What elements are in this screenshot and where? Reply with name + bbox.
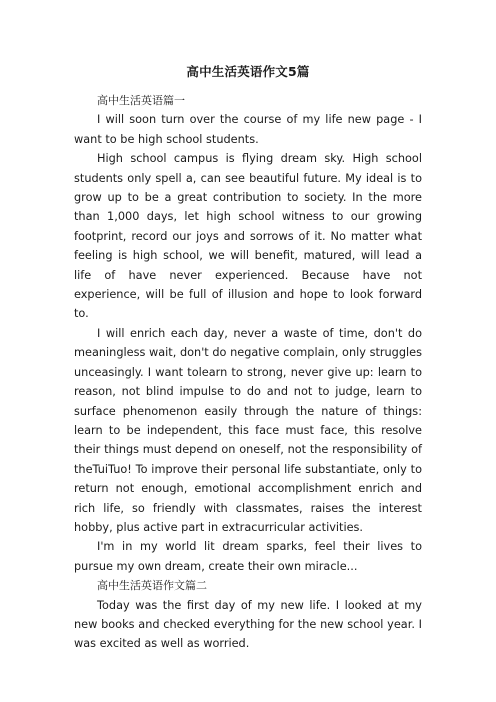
document-title: 高中生活英语作文5篇: [186, 64, 310, 79]
section-heading-2: 高中生活英语作文篇二: [97, 579, 207, 593]
paragraph: I will soon turn over the course of my life new page - I want to be high school students.: [74, 113, 422, 146]
section-heading-1: 高中生活英语篇一: [97, 94, 185, 107]
paragraph: High school campus is flying dream sky. High school students only spell a, can see beautiful future. My ideal is to grow up to be a great contribution to society. In the more than 1,000 days, let high school witness to our growing footprint, record our joys and sorrows of it. No matter what feeling is high school, we will benefit, matured, will lead a life of have never experienced. Because have not experience, will be full of illusion and hope to look forward to.: [74, 152, 422, 321]
paragraph: I'm in my world lit dream sparks, feel their lives to pursue my own dream, create their own miracle...: [74, 540, 422, 573]
paragraph: I will enrich each day, never a waste of time, don't do meaningless wait, don't do negative complain, only struggles unceasingly. I want tolearn to strong, never give up: learn to reason, not blind impulse to do and not to judge, learn to surface phenomenon easily through the nature of things: learn to be independent, this face must face, this resolve their things must depend on oneself, not the responsibility of theTuiTuo! To improve their personal life substantiate, only to return not enough, emotional accomplishment enrich and rich life, so friendly with classmates, raises the interest hobby, plus active part in extracurricular activities.: [74, 326, 422, 534]
document-body: [74, 91, 422, 654]
paragraph: Today was the first day of my new life. I looked at my new books and checked everything for the new school year. I was excited as well as worried.: [74, 598, 422, 651]
